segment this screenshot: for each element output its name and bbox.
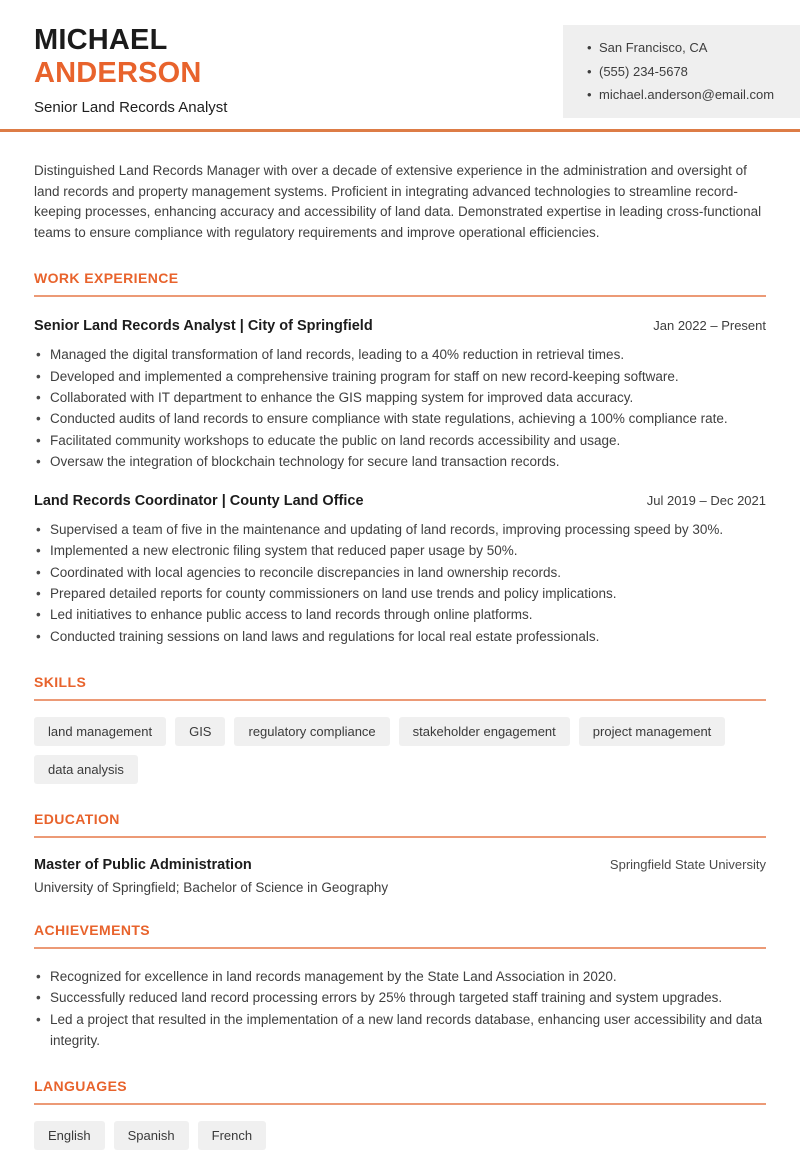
language-tag: French xyxy=(198,1121,266,1150)
section-achievements xyxy=(34,922,766,1051)
job-header xyxy=(34,318,766,334)
resume-body xyxy=(0,161,800,1150)
work-experience-heading: WORK EXPERIENCE xyxy=(34,270,179,287)
languages-heading: LANGUAGES xyxy=(34,1078,128,1095)
skill-tag: data analysis xyxy=(34,755,138,784)
skills-heading: SKILLS xyxy=(34,673,87,690)
job-entry xyxy=(34,493,766,647)
skill-tag: regulatory compliance xyxy=(234,717,389,746)
section-divider xyxy=(34,836,766,838)
language-tag: English xyxy=(34,1121,105,1150)
job-bullet: • Developed and implemented a comprehensive training program for staff on new record-keeping software. xyxy=(34,366,766,387)
achievement-item: • Successfully reduced land record processing errors by 25% through targeted staff training and system upgrades. xyxy=(34,987,766,1008)
achievement-item: • Led a project that resulted in the implementation of a new land records database, enhancing user accessibility and data integrity. xyxy=(34,1009,766,1052)
education-degree: Master of Public Administration xyxy=(34,856,252,873)
job-bullet-list xyxy=(34,344,766,472)
job-header xyxy=(34,493,766,509)
job-bullet: • Conducted audits of land records to ensure compliance with state regulations, achieving a 100% compliance rate. xyxy=(34,408,766,429)
job-bullet: • Oversaw the integration of blockchain technology for secure land transaction records. xyxy=(34,451,766,472)
job-dates: Jul 2019 – Dec 2021 xyxy=(646,493,766,509)
achievement-item: • Recognized for excellence in land records management by the State Land Association in 2020. xyxy=(34,966,766,987)
language-tag: Spanish xyxy=(114,1121,189,1150)
skill-tag: land management xyxy=(34,717,166,746)
section-divider xyxy=(34,699,766,701)
section-divider xyxy=(34,1103,766,1105)
job-bullet-list xyxy=(34,519,766,647)
job-entry xyxy=(34,318,766,472)
job-bullet: • Conducted training sessions on land laws and regulations for local real estate professionals. xyxy=(34,626,766,647)
achievements-heading: ACHIEVEMENTS xyxy=(34,921,151,938)
job-bullet: • Implemented a new electronic filing system that reduced paper usage by 50%. xyxy=(34,540,766,561)
job-bullet: • Prepared detailed reports for county commissioners on land use trends and policy implications. xyxy=(34,583,766,604)
job-bullet: • Managed the digital transformation of land records, leading to a 40% reduction in retrieval times. xyxy=(34,344,766,365)
job-bullet: • Led initiatives to enhance public access to land records through online platforms. xyxy=(34,604,766,625)
job-title: Senior Land Records Analyst | City of Springfield xyxy=(34,318,373,335)
resume-header xyxy=(0,0,800,132)
education-heading: EDUCATION xyxy=(34,810,120,827)
skill-tag: project management xyxy=(579,717,726,746)
last-name: ANDERSON xyxy=(34,57,202,89)
job-headline: Senior Land Records Analyst xyxy=(34,99,228,116)
job-bullet: • Collaborated with IT department to enhance the GIS mapping system for improved data accuracy. xyxy=(34,387,766,408)
job-dates: Jan 2022 – Present xyxy=(653,318,766,334)
education-entry xyxy=(34,857,766,873)
education-institution: Springfield State University xyxy=(609,856,766,872)
education-details: University of Springfield; Bachelor of Science in Geography xyxy=(34,879,389,895)
section-education xyxy=(34,811,766,895)
contact-phone: • (555) 234-5678 xyxy=(587,60,792,84)
contact-box xyxy=(563,25,800,118)
skill-tag: stakeholder engagement xyxy=(399,717,570,746)
professional-summary: Distinguished Land Records Manager with over a decade of extensive experience in the administration and oversight of land records and property management systems. Proficient in integrating advanced technologies to streamline record-keeping processes, enhancing accuracy and accessibility of land data. Demonstrated expertise in leading cross-functional teams to ensure compliance with regulatory requirements and improve operational efficiencies. xyxy=(34,163,762,240)
section-divider xyxy=(34,295,766,297)
name-block xyxy=(34,24,227,116)
skill-tag: GIS xyxy=(175,717,225,746)
job-title: Land Records Coordinator | County Land Office xyxy=(34,493,364,510)
job-bullet: • Facilitated community workshops to educate the public on land records accessibility and usage. xyxy=(34,430,766,451)
first-name: MICHAEL xyxy=(34,24,168,56)
job-bullet: • Supervised a team of five in the maintenance and updating of land records, improving processing speed by 30%. xyxy=(34,519,766,540)
contact-location: • San Francisco, CA xyxy=(587,36,792,60)
achievements-list xyxy=(34,966,766,1051)
section-work-experience xyxy=(34,270,766,647)
contact-email: • michael.anderson@email.com xyxy=(587,83,792,107)
skills-tag-row xyxy=(34,717,766,784)
job-bullet: • Coordinated with local agencies to reconcile discrepancies in land ownership records. xyxy=(34,562,766,583)
section-divider xyxy=(34,947,766,949)
languages-tag-row xyxy=(34,1121,766,1150)
section-languages xyxy=(34,1078,766,1150)
section-skills xyxy=(34,674,766,784)
